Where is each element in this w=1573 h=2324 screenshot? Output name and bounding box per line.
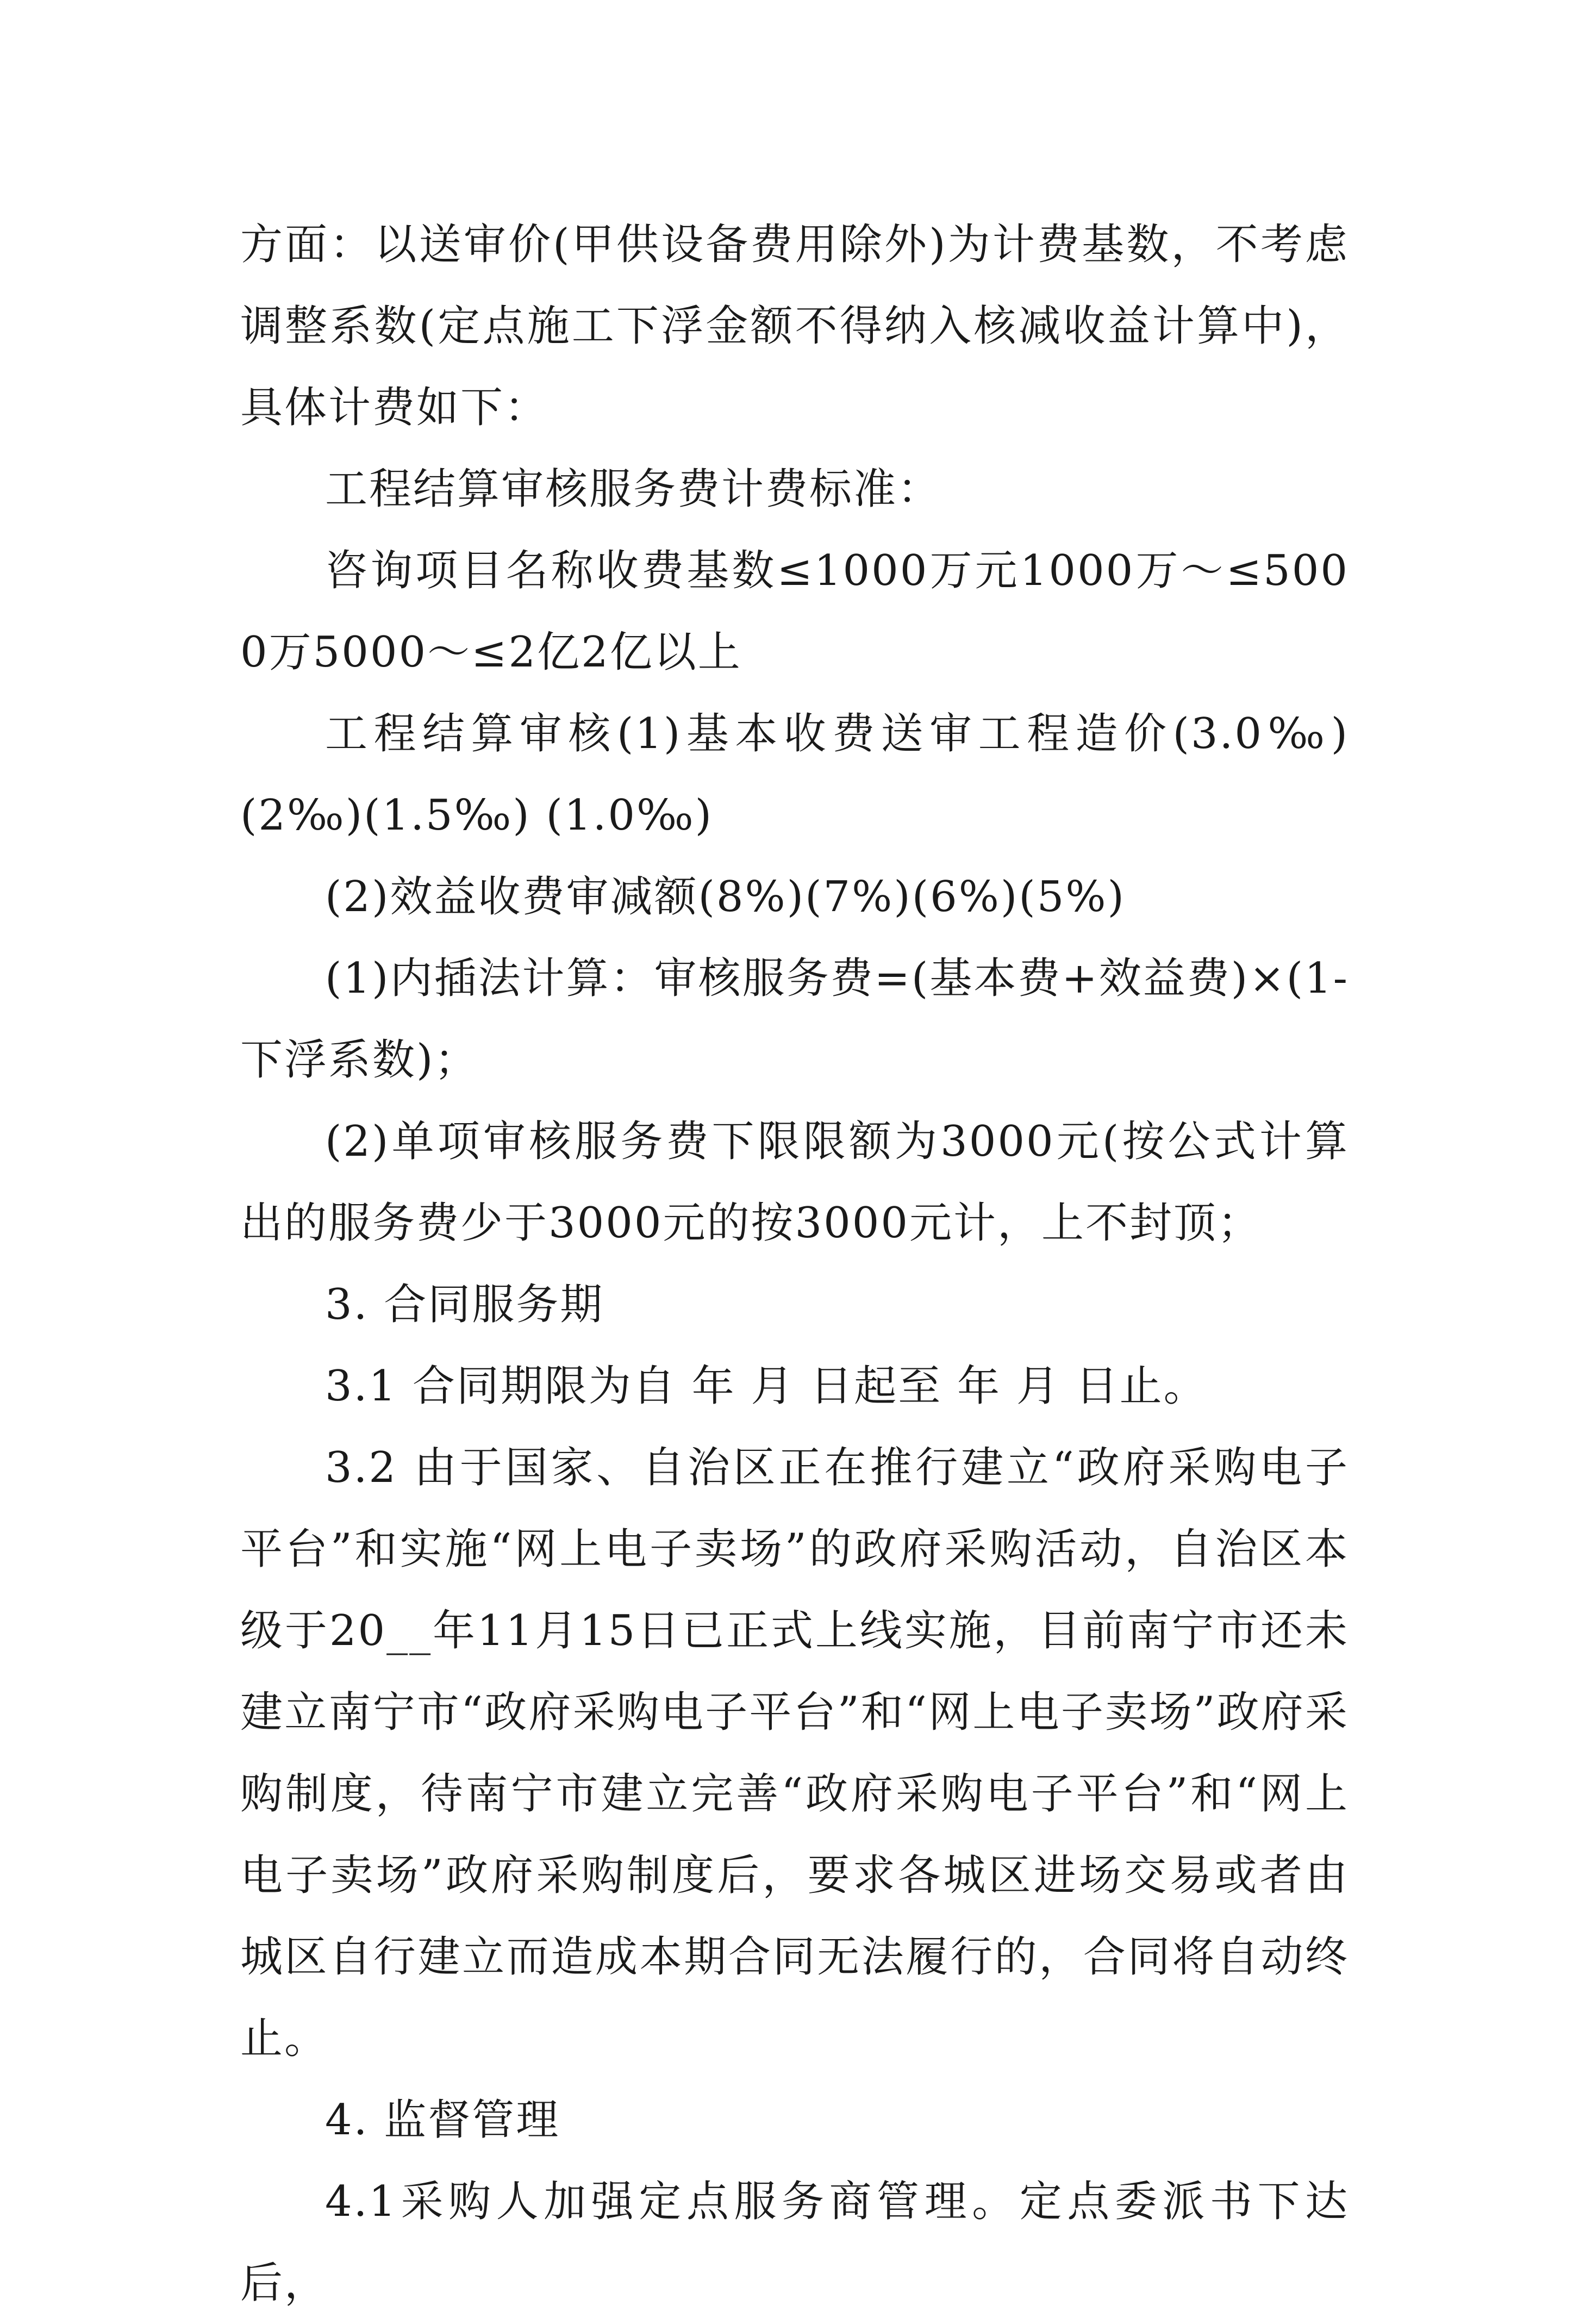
paragraph-termination-clause: 3.2 由于国家、自治区正在推行建立“政府采购电子平台”和实施“网上电子卖场”的政府采购活动，自治区本级于20__年11月15日已正式上线实施，目前南宁市还未建立南宁市“政府采购电子平台”和“网上电子卖场”政府采购制度，待南宁市建立完善“政府采购电子平台”和“网上电子卖场”政府采购制度后，要求各城区进场交易或者由城区自行建立而造成本期合同无法履行的，合同将自动终止。 <box>240 1443 1349 2063</box>
paragraph-contract-term: 3.1 合同期限为自 年 月 日起至 年 月 日止。 <box>325 1362 1208 1411</box>
paragraph-interpolation: (1)内插法计算：审核服务费=(基本费+效益费)×(1-下浮系数)； <box>240 954 1349 1085</box>
paragraph-minimum-fee: (2)单项审核服务费下限限额为3000元(按公式计算出的服务费少于3000元的按3000元计，上不封顶； <box>240 1117 1349 1248</box>
document-body <box>240 204 1349 2324</box>
paragraph-supervision-4-1: 4.1采购人加强定点服务商管理。定点委派书下达后， <box>240 2177 1349 2308</box>
paragraph-basic-fee: 工程结算审核(1)基本收费送审工程造价(3.0‰)(2‰)(1.5‰) (1.0‰) <box>240 709 1349 840</box>
paragraph-fee-standard-heading: 工程结算审核服务费计费标准： <box>325 465 942 514</box>
section-heading-supervision: 4. 监督管理 <box>325 2096 560 2145</box>
paragraph-benefit-fee: (2)效益收费审减额(8%)(7%)(6%)(5%) <box>325 873 1126 921</box>
section-heading-contract-period: 3. 合同服务期 <box>325 1280 604 1329</box>
paragraph-fee-basis: 方面：以送审价(甲供设备费用除外)为计费基数，不考虑调整系数(定点施工下浮金额不得纳入核减收益计算中)，具体计费如下： <box>240 220 1349 432</box>
paragraph-fee-table-header: 咨询项目名称收费基数≤1000万元1000万～≤5000万5000～≤2亿2亿以上 <box>240 546 1349 677</box>
